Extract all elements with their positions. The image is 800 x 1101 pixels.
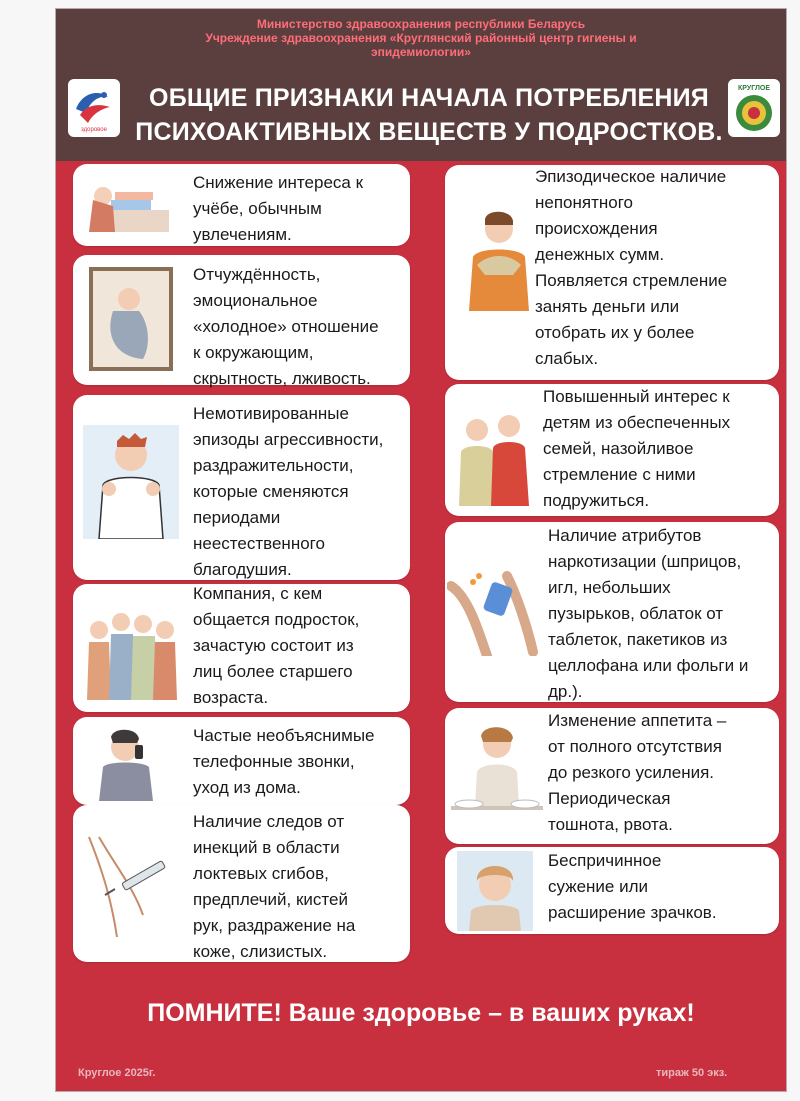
print-year: Круглое 2025г.	[78, 1067, 156, 1079]
title-line-2: ПСИХОАКТИВНЫХ ВЕЩЕСТВ У ПОДРОСТКОВ.	[135, 118, 723, 146]
ministry-header	[141, 17, 701, 59]
appetite-icon	[449, 716, 545, 836]
poster-title	[124, 81, 734, 149]
sign-card-drug-attributes	[445, 522, 779, 702]
group-icon	[81, 600, 183, 700]
print-run: тираж 50 экз.	[656, 1067, 728, 1079]
card-text: Повышенный интерес к детям из обеспеченных семей, назойливое стремление с ними подружиться.	[543, 387, 731, 510]
ministry-line-3: эпидемиологии»	[371, 45, 471, 59]
logo-right-text: КРУГЛОЕ	[737, 85, 771, 92]
poster	[55, 8, 787, 1092]
closing-slogan: ПОМНИТЕ! Ваше здоровье – в ваших руках!	[147, 999, 695, 1027]
card-text: Наличие следов от инекций в области локтевых сгибов, предплечий, кистей рук, раздражение на коже, слизистых.	[193, 812, 356, 961]
friends-icon	[451, 406, 535, 506]
alone-icon	[85, 265, 177, 375]
sign-card-calls	[73, 717, 410, 805]
card-text: Отчуждённость, эмоциональное «холодное» отношение к окружающим, скрытность, лживость.	[193, 265, 379, 388]
card-text: Частые необъяснимые телефонные звонки, уход из дома.	[193, 726, 375, 797]
phone-icon	[91, 721, 161, 801]
ministry-line-2: Учреждение здравоохранения «Круглянский районный центр гигиены и	[205, 31, 637, 45]
pills-icon	[447, 556, 541, 656]
sign-card-interest	[73, 164, 410, 246]
ministry-line-1: Министерство здравоохранения республики Беларусь	[256, 17, 586, 31]
money-icon	[459, 207, 539, 311]
card-text: Компания, с кем общается подросток, зачастую состоит из лиц более старшего возраста.	[193, 584, 360, 707]
syringe-icon	[81, 827, 181, 937]
card-text: Эпизодическое наличие непонятного происхождения денежных сумм. Появляется стремление занять деньги или отобрать их у более слабых.	[535, 167, 728, 368]
poster-header	[56, 9, 786, 161]
town-emblem-icon	[728, 79, 780, 137]
card-text: Снижение интереса к учёбе, обычным увлечениям.	[193, 173, 364, 244]
sign-card-company	[73, 584, 410, 712]
sign-card-aggression	[73, 395, 410, 580]
eyes-icon	[457, 851, 533, 931]
sign-card-appetite	[445, 708, 779, 844]
sign-card-pupils	[445, 847, 779, 934]
title-line-1: ОБЩИЕ ПРИЗНАКИ НАЧАЛА ПОТРЕБЛЕНИЯ	[149, 84, 709, 112]
card-text: Немотивированные эпизоды агрессивности, раздражительности, которые сменяются периодами неестественного благодушия.	[193, 404, 384, 579]
card-text: Наличие атрибутов наркотизации (шприцов, игл, небольших пузырьков, облаток от таблеток, пакетиков из целлофана или фольги и др.).	[548, 526, 749, 701]
health-logo-icon	[68, 79, 120, 137]
card-text: Изменение аппетита – от полного отсутствия до резкого усиления. Периодическая тошнота, рвота.	[548, 711, 727, 834]
angry-icon	[83, 425, 179, 539]
sign-card-alienation	[73, 255, 410, 388]
study-icon	[81, 170, 175, 240]
sign-card-money	[445, 165, 779, 380]
sign-card-injections	[73, 805, 410, 962]
logo-left-text: здоровое	[81, 127, 107, 133]
card-text: Беспричинное сужение или расширение зрачков.	[548, 851, 717, 922]
sign-card-wealthy-friends	[445, 384, 779, 516]
